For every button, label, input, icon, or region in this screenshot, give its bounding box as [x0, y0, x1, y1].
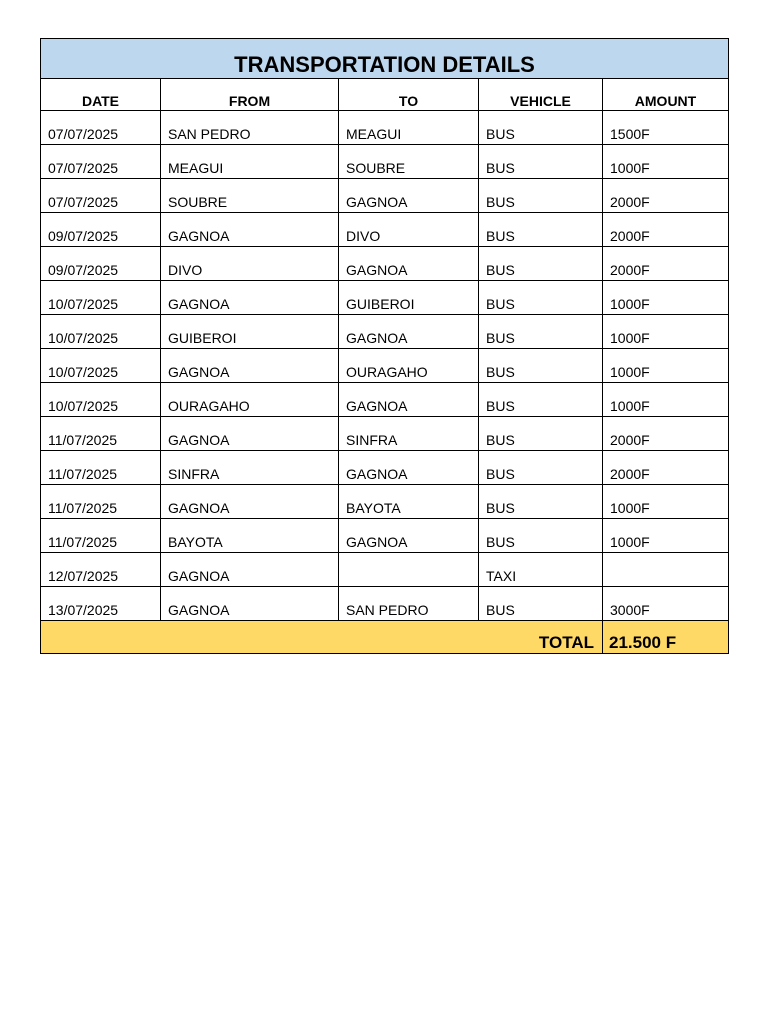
table-row — [41, 281, 729, 315]
from-cell[interactable]: GAGNOA — [161, 349, 339, 383]
from-cell[interactable]: GUIBEROI — [161, 315, 339, 349]
vehicle-cell[interactable]: BUS — [479, 417, 603, 451]
to-cell[interactable]: MEAGUI — [339, 111, 479, 145]
date-cell[interactable]: 07/07/2025 — [41, 145, 161, 179]
total-value[interactable]: 21.500 F — [603, 621, 729, 654]
date-cell[interactable]: 07/07/2025 — [41, 111, 161, 145]
table-row — [41, 247, 729, 281]
amount-cell[interactable]: 1000F — [603, 519, 729, 553]
date-cell[interactable]: 09/07/2025 — [41, 213, 161, 247]
date-cell[interactable]: 10/07/2025 — [41, 383, 161, 417]
amount-cell[interactable]: 1000F — [603, 485, 729, 519]
transportation-table — [40, 38, 729, 654]
table-row — [41, 213, 729, 247]
from-cell[interactable]: OURAGAHO — [161, 383, 339, 417]
to-cell[interactable]: GAGNOA — [339, 179, 479, 213]
from-cell[interactable]: SINFRA — [161, 451, 339, 485]
amount-cell[interactable] — [603, 553, 729, 587]
total-label[interactable]: TOTAL — [41, 621, 603, 654]
header-to[interactable]: TO — [339, 79, 479, 111]
to-cell[interactable]: SAN PEDRO — [339, 587, 479, 621]
amount-cell[interactable]: 2000F — [603, 417, 729, 451]
transportation-sheet — [40, 38, 728, 654]
to-cell[interactable]: SOUBRE — [339, 145, 479, 179]
vehicle-cell[interactable]: TAXI — [479, 553, 603, 587]
table-row — [41, 315, 729, 349]
table-row — [41, 417, 729, 451]
vehicle-cell[interactable]: BUS — [479, 451, 603, 485]
vehicle-cell[interactable]: BUS — [479, 179, 603, 213]
header-amount[interactable]: AMOUNT — [603, 79, 729, 111]
table-row — [41, 179, 729, 213]
from-cell[interactable]: SAN PEDRO — [161, 111, 339, 145]
table-row — [41, 349, 729, 383]
vehicle-cell[interactable]: BUS — [479, 145, 603, 179]
to-cell[interactable]: GAGNOA — [339, 451, 479, 485]
vehicle-cell[interactable]: BUS — [479, 213, 603, 247]
to-cell[interactable]: BAYOTA — [339, 485, 479, 519]
from-cell[interactable]: GAGNOA — [161, 213, 339, 247]
header-from[interactable]: FROM — [161, 79, 339, 111]
amount-cell[interactable]: 2000F — [603, 247, 729, 281]
vehicle-cell[interactable]: BUS — [479, 111, 603, 145]
date-cell[interactable]: 11/07/2025 — [41, 519, 161, 553]
to-cell[interactable]: GAGNOA — [339, 247, 479, 281]
date-cell[interactable]: 11/07/2025 — [41, 451, 161, 485]
table-row — [41, 519, 729, 553]
table-row — [41, 145, 729, 179]
date-cell[interactable]: 07/07/2025 — [41, 179, 161, 213]
header-row — [41, 79, 729, 111]
header-date[interactable]: DATE — [41, 79, 161, 111]
total-row — [41, 621, 729, 654]
to-cell[interactable]: DIVO — [339, 213, 479, 247]
vehicle-cell[interactable]: BUS — [479, 587, 603, 621]
date-cell[interactable]: 12/07/2025 — [41, 553, 161, 587]
vehicle-cell[interactable]: BUS — [479, 519, 603, 553]
date-cell[interactable]: 10/07/2025 — [41, 349, 161, 383]
vehicle-cell[interactable]: BUS — [479, 485, 603, 519]
amount-cell[interactable]: 2000F — [603, 179, 729, 213]
to-cell[interactable]: SINFRA — [339, 417, 479, 451]
table-title[interactable]: TRANSPORTATION DETAILS — [41, 39, 729, 79]
from-cell[interactable]: GAGNOA — [161, 553, 339, 587]
table-row — [41, 587, 729, 621]
date-cell[interactable]: 09/07/2025 — [41, 247, 161, 281]
date-cell[interactable]: 11/07/2025 — [41, 485, 161, 519]
date-cell[interactable]: 13/07/2025 — [41, 587, 161, 621]
amount-cell[interactable]: 1000F — [603, 349, 729, 383]
from-cell[interactable]: SOUBRE — [161, 179, 339, 213]
amount-cell[interactable]: 1000F — [603, 315, 729, 349]
from-cell[interactable]: GAGNOA — [161, 281, 339, 315]
amount-cell[interactable]: 2000F — [603, 451, 729, 485]
table-row — [41, 451, 729, 485]
table-row — [41, 553, 729, 587]
amount-cell[interactable]: 1500F — [603, 111, 729, 145]
date-cell[interactable]: 11/07/2025 — [41, 417, 161, 451]
from-cell[interactable]: GAGNOA — [161, 587, 339, 621]
date-cell[interactable]: 10/07/2025 — [41, 281, 161, 315]
from-cell[interactable]: DIVO — [161, 247, 339, 281]
from-cell[interactable]: MEAGUI — [161, 145, 339, 179]
to-cell[interactable]: OURAGAHO — [339, 349, 479, 383]
vehicle-cell[interactable]: BUS — [479, 281, 603, 315]
from-cell[interactable]: GAGNOA — [161, 417, 339, 451]
header-vehicle[interactable]: VEHICLE — [479, 79, 603, 111]
amount-cell[interactable]: 2000F — [603, 213, 729, 247]
amount-cell[interactable]: 1000F — [603, 281, 729, 315]
from-cell[interactable]: GAGNOA — [161, 485, 339, 519]
date-cell[interactable]: 10/07/2025 — [41, 315, 161, 349]
vehicle-cell[interactable]: BUS — [479, 247, 603, 281]
to-cell[interactable]: GAGNOA — [339, 315, 479, 349]
to-cell[interactable]: GAGNOA — [339, 519, 479, 553]
to-cell[interactable]: GUIBEROI — [339, 281, 479, 315]
vehicle-cell[interactable]: BUS — [479, 315, 603, 349]
amount-cell[interactable]: 3000F — [603, 587, 729, 621]
table-row — [41, 383, 729, 417]
from-cell[interactable]: BAYOTA — [161, 519, 339, 553]
vehicle-cell[interactable]: BUS — [479, 383, 603, 417]
to-cell[interactable]: GAGNOA — [339, 383, 479, 417]
amount-cell[interactable]: 1000F — [603, 145, 729, 179]
vehicle-cell[interactable]: BUS — [479, 349, 603, 383]
to-cell[interactable] — [339, 553, 479, 587]
table-row — [41, 111, 729, 145]
amount-cell[interactable]: 1000F — [603, 383, 729, 417]
table-row — [41, 485, 729, 519]
